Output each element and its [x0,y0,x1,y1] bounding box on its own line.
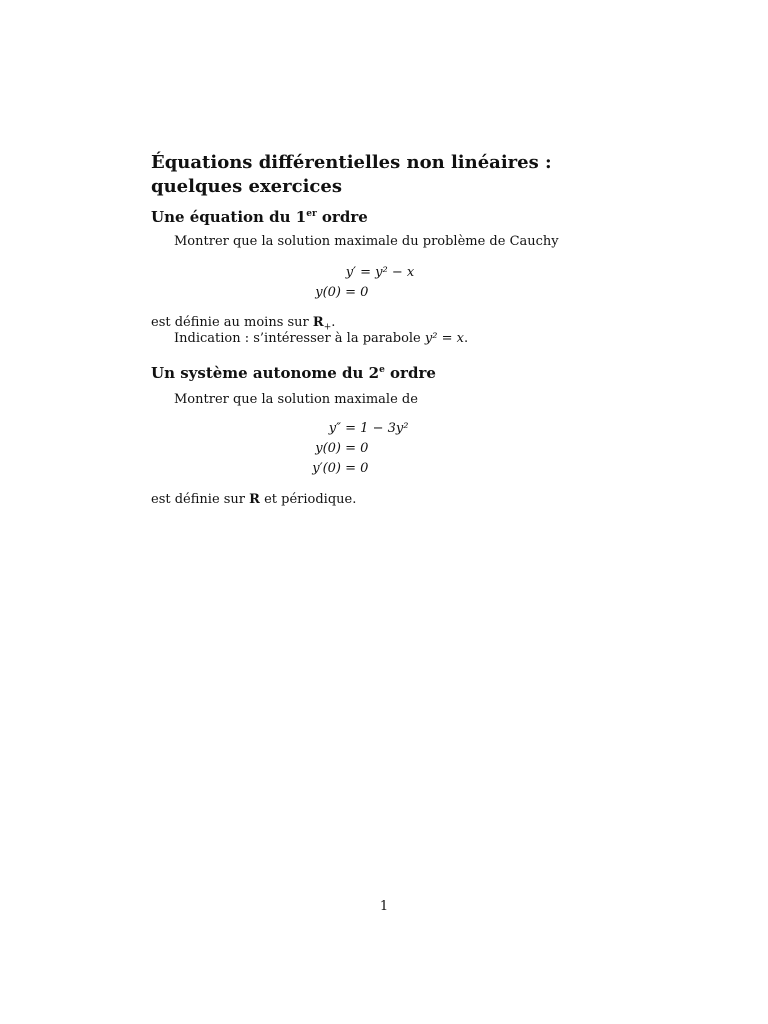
equation-2-line-3 [293,460,368,477]
equation-2-line-3-lhs: y′(0) [312,461,341,476]
section-2-title-sup: e [379,365,385,375]
section-heading-2 [151,363,436,383]
set-r-subscript: + [323,322,332,333]
section-1-title-sup: er [306,209,317,219]
paragraph-hint [174,330,468,347]
equation-2-line-2-rhs: = 0 [345,441,369,456]
equation-2-line-2-lhs: y(0) [315,441,341,456]
hint-end: . [463,331,469,346]
equation-2-line-3-rhs: = 0 [345,461,369,476]
document-title [151,151,621,199]
equation-1-line-1-rhs: = y² − x [360,265,415,280]
section-1-title-pre: Une équation du 1 [151,208,307,226]
equation-2-line-2 [293,440,368,457]
equation-1-line-2-lhs: y(0) [315,285,341,300]
paragraph-periodic [151,491,356,508]
title-line-1: Équations différentielles non linéaires : [151,152,552,173]
section-2-title-pre: Un système autonome du 2 [151,364,380,382]
equation-1-line-2 [293,284,368,301]
equation-1-line-2-rhs: = 0 [345,285,369,300]
periodic-end: et périodique. [259,492,357,507]
set-r-symbol-2: R [249,492,260,507]
periodic-text: est définie sur [151,492,250,507]
equation-1-line-1-lhs: y′ [345,265,356,280]
paragraph-defined-on-end: . [331,315,336,330]
equation-1-line-1 [308,264,414,281]
equation-2-line-1-lhs: y″ [328,421,341,436]
paragraph-system-intro: Montrer que la solution maximale de [174,392,418,407]
hint-math: y² = x [424,331,464,346]
equation-2-line-1 [293,420,408,437]
title-line-2: quelques exercices [151,176,342,197]
section-1-title-post: ordre [316,208,368,226]
set-r-symbol: R [312,315,324,330]
paragraph-cauchy-intro: Montrer que la solution maximale du problème de Cauchy [174,234,559,249]
equation-2-line-1-rhs: = 1 − 3y² [345,421,409,436]
hint-text: Indication : s’intéresser à la parabole [174,331,425,346]
section-2-title-post: ordre [384,364,436,382]
page-number: 1 [379,899,389,914]
paragraph-defined-on-text: est définie au moins sur [151,315,313,330]
section-heading-1 [151,207,368,227]
